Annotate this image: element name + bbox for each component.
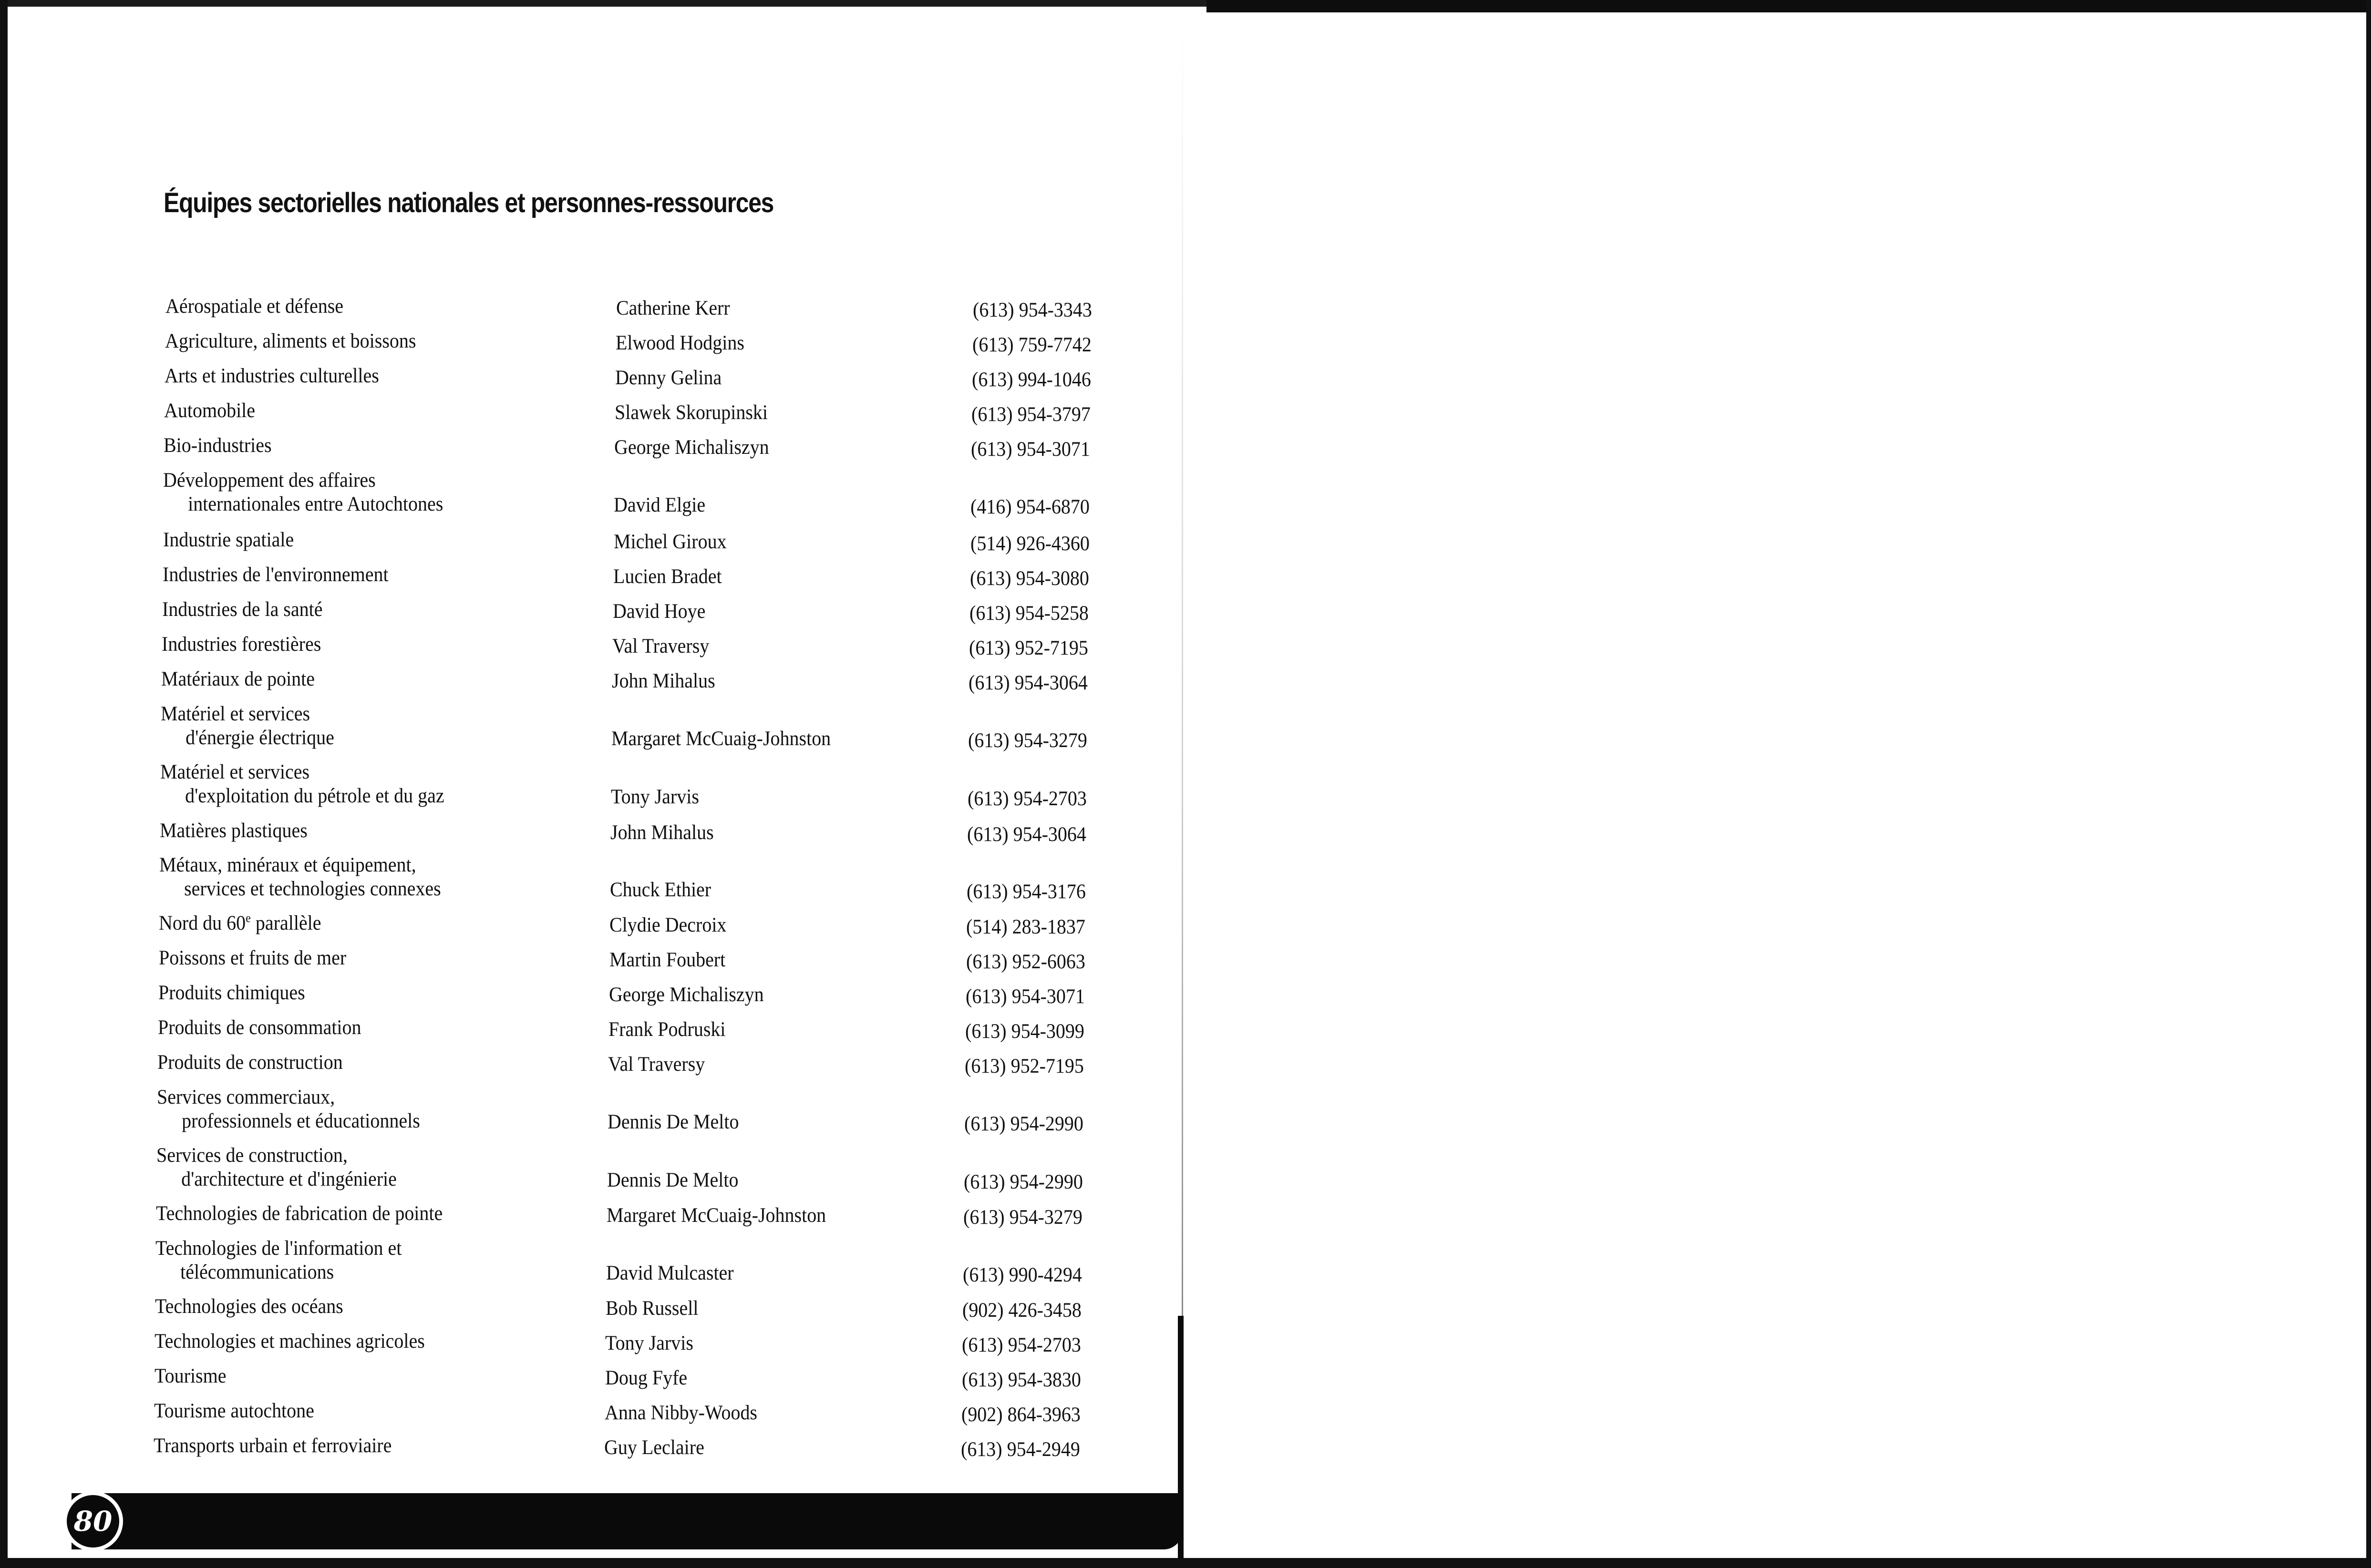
sector-name <box>159 853 441 901</box>
phone-number: (613) 990-4294 <box>963 1264 1082 1286</box>
phone-number: (613) 954-3830 <box>962 1369 1081 1391</box>
phone-number: (613) 954-3064 <box>967 823 1086 846</box>
phone-number: (902) 864-3963 <box>961 1404 1081 1426</box>
phone-number: (416) 954-6870 <box>970 496 1090 518</box>
page-title: Équipes sectorielles nationales et personnes-ressources <box>164 187 774 218</box>
sector-line: Développement des affaires <box>163 469 376 492</box>
contact-name: Lucien Bradet <box>613 565 722 588</box>
phone-number: (613) 954-3279 <box>968 729 1087 752</box>
phone-number: (613) 954-3797 <box>971 403 1091 426</box>
contact-name: Guy Leclaire <box>604 1436 704 1459</box>
contact-name: Val Traversy <box>608 1053 705 1076</box>
phone-number: (613) 994-1046 <box>972 369 1091 391</box>
page-number: 80 <box>63 1491 123 1551</box>
sector-line-continuation: professionnels et éducationnels <box>182 1110 420 1132</box>
sector-name <box>158 1016 361 1040</box>
sector-name <box>157 1086 420 1133</box>
phone-number: (613) 954-5258 <box>969 602 1089 625</box>
sector-line: Produits de consommation <box>158 1016 361 1039</box>
sector-line: Aérospatiale et défense <box>165 295 344 318</box>
sector-name <box>156 1202 443 1226</box>
phone-number: (613) 954-3071 <box>971 438 1090 461</box>
phone-number: (613) 759-7742 <box>972 334 1092 356</box>
contact-name: Denny Gelina <box>615 367 722 389</box>
sector-name <box>157 1051 343 1075</box>
contact-name: Slawek Skorupinski <box>615 401 768 424</box>
phone-number: (613) 954-3279 <box>963 1206 1082 1229</box>
sector-name <box>163 528 294 552</box>
sector-name <box>161 702 334 750</box>
sector-line: Produits chimiques <box>158 982 305 1004</box>
sector-line-continuation: d'exploitation du pétrole et du gaz <box>185 785 444 807</box>
contact-name: David Elgie <box>614 494 706 516</box>
sector-line: Bio-industries <box>164 434 272 457</box>
contact-name: Martin Foubert <box>609 949 726 971</box>
sector-name <box>155 1364 226 1388</box>
sector-line: Services commerciaux, <box>157 1086 335 1108</box>
phone-number: (613) 954-3343 <box>973 299 1092 321</box>
phone-number: (613) 954-2949 <box>961 1438 1080 1461</box>
phone-number: (613) 952-7195 <box>965 1055 1084 1077</box>
contact-name: Catherine Kerr <box>616 297 730 319</box>
phone-number: (613) 954-3176 <box>967 881 1086 903</box>
sector-name <box>154 1434 392 1458</box>
sector-name <box>163 563 389 587</box>
contact-name: Margaret McCuaig-Johnston <box>611 728 831 750</box>
sector-name <box>163 469 443 516</box>
sector-line: Arts et industries culturelles <box>165 365 379 387</box>
sector-line: Matériel et services <box>160 761 310 783</box>
sector-line: Automobile <box>164 400 256 422</box>
contact-name: Clydie Decroix <box>609 914 727 936</box>
sector-name <box>159 912 321 935</box>
contact-name: Frank Podruski <box>608 1018 726 1041</box>
phone-number: (613) 954-2990 <box>964 1113 1083 1135</box>
phone-number: (613) 954-3064 <box>969 672 1088 694</box>
contact-name: David Mulcaster <box>606 1262 734 1284</box>
sector-line: Produits de construction <box>157 1051 343 1074</box>
phone-number: (613) 954-2990 <box>964 1171 1083 1193</box>
contact-name: Doug Fyfe <box>605 1367 688 1389</box>
sector-line-continuation: internationales entre Autochtones <box>188 493 443 515</box>
sector-name <box>165 364 379 388</box>
sector-line: Industries de la santé <box>162 598 323 621</box>
contact-name: John Mihalus <box>610 821 714 844</box>
sector-line-continuation: d'énergie électrique <box>186 727 334 749</box>
sector-line: Technologies de fabrication de pointe <box>156 1202 443 1225</box>
sector-line: Industries forestières <box>162 633 321 656</box>
sector-name <box>161 667 315 691</box>
sector-name <box>155 1330 425 1353</box>
phone-number: (902) 426-3458 <box>962 1299 1082 1322</box>
sector-line: Poissons et fruits de mer <box>159 947 347 969</box>
sector-line: Tourisme <box>155 1365 227 1387</box>
footer-bar <box>72 1493 1183 1549</box>
sector-name <box>164 434 272 458</box>
superscript-text: e <box>246 911 251 925</box>
sector-name <box>159 946 346 970</box>
sector-line: Services de construction, <box>156 1144 348 1167</box>
sector-line: Matériaux de pointe <box>161 668 315 690</box>
sector-name <box>165 295 343 318</box>
phone-number: (514) 926-4360 <box>970 533 1090 555</box>
contact-name: Bob Russell <box>606 1297 699 1320</box>
sector-line: Tourisme autochtone <box>154 1400 314 1422</box>
sector-line: Transports urbain et ferroviaire <box>154 1435 392 1457</box>
contact-name: Tony Jarvis <box>605 1332 693 1354</box>
sector-line-continuation: télécommunications <box>180 1261 334 1283</box>
contact-name: Chuck Ethier <box>610 879 711 901</box>
sector-name <box>162 598 322 622</box>
phone-number: (613) 954-3099 <box>965 1020 1084 1043</box>
phone-number: (613) 954-2703 <box>968 788 1087 810</box>
sector-name <box>158 981 305 1005</box>
sector-line: Technologies et machines agricoles <box>155 1330 425 1353</box>
sector-name <box>160 819 308 843</box>
contact-name: Elwood Hodgins <box>616 332 744 354</box>
sector-line: Technologies de l'information et <box>155 1237 402 1260</box>
sector-name <box>155 1237 402 1284</box>
contact-name: Anna Nibby-Woods <box>605 1402 758 1424</box>
sector-text: parallèle <box>250 912 321 934</box>
phone-number: (613) 954-3071 <box>966 985 1085 1008</box>
contact-name: John Mihalus <box>612 670 715 692</box>
phone-number: (613) 954-3080 <box>970 567 1089 590</box>
sector-line: Industrie spatiale <box>163 529 294 551</box>
phone-number: (514) 283-1837 <box>966 916 1085 938</box>
contact-name: Dennis De Melto <box>607 1169 739 1191</box>
contact-name: Dennis De Melto <box>608 1111 739 1133</box>
sector-line: Industries de l'environnement <box>163 564 389 586</box>
sector-line: Matières plastiques <box>160 820 308 842</box>
sector-name <box>156 1144 397 1191</box>
phone-number: (613) 954-2703 <box>962 1334 1081 1356</box>
sector-text: Nord du 60 <box>159 912 246 934</box>
sector-name <box>160 760 444 808</box>
sector-name <box>162 633 321 656</box>
contact-name: David Hoye <box>613 600 706 623</box>
sector-line-continuation: services et technologies connexes <box>184 878 441 900</box>
sector-line: Technologies des océans <box>155 1295 343 1318</box>
contact-name: Val Traversy <box>612 635 710 657</box>
contact-name: Tony Jarvis <box>611 786 699 808</box>
contact-name: George Michaliszyn <box>609 984 764 1006</box>
sector-name <box>154 1399 314 1423</box>
sector-line: Matériel et services <box>161 703 310 725</box>
sector-name <box>164 399 255 423</box>
sector-line-continuation: d'architecture et d'ingénierie <box>181 1168 397 1190</box>
phone-number: (613) 952-6063 <box>966 951 1085 973</box>
sector-name <box>155 1295 343 1319</box>
sector-line: Agriculture, aliments et boissons <box>165 330 416 352</box>
phone-number: (613) 952-7195 <box>969 637 1088 659</box>
contact-name: Michel Giroux <box>614 531 727 553</box>
contact-name: Margaret McCuaig-Johnston <box>607 1204 826 1227</box>
sector-line: Métaux, minéraux et équipement, <box>159 854 416 876</box>
contact-name: George Michaliszyn <box>614 436 769 459</box>
sector-name <box>165 329 416 353</box>
